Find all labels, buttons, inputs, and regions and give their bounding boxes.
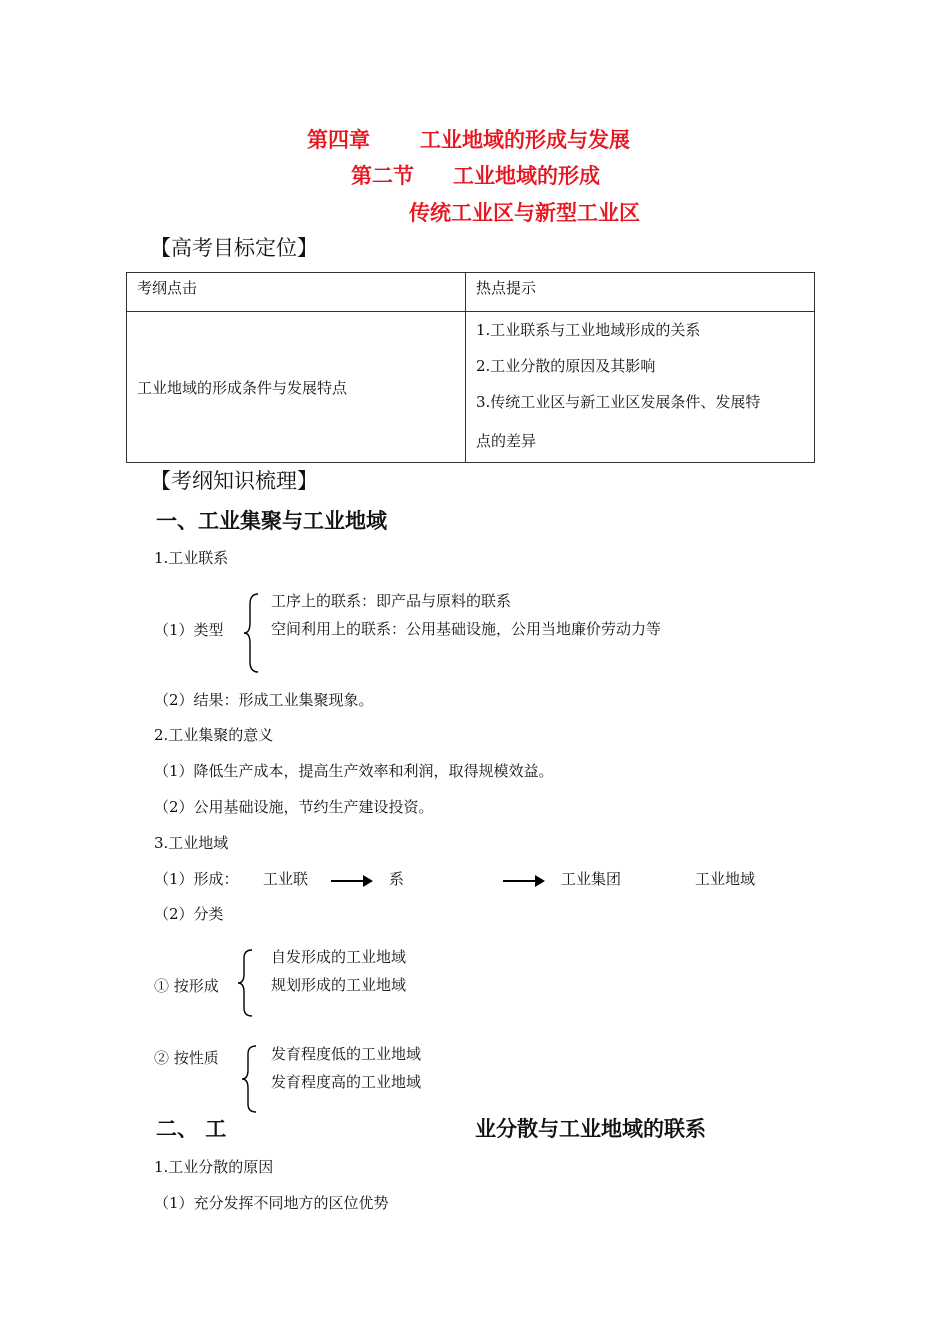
by-nature-item-2: 发育程度高的工业地域 <box>271 1073 422 1091</box>
arrow-right-icon <box>503 880 543 882</box>
by-form-item-1: 自发形成的工业地域 <box>271 948 407 966</box>
form-step-4: 工业地域 <box>695 870 756 888</box>
target-table <box>126 272 815 463</box>
meaning-title: 2.工业集聚的意义 <box>154 726 274 744</box>
meaning-item-1: （1）降低生产成本，提高生产效率和利润，取得规模效益。 <box>154 762 554 780</box>
part2-heading-end: 业分散与工业地域的联系 <box>475 1117 706 1141</box>
hot-point-1: 1.工业联系与工业地域形成的关系 <box>476 321 701 339</box>
table-cell-outline <box>127 312 466 463</box>
class-label: （2）分类 <box>154 905 224 923</box>
form-label: （1）形成： <box>154 870 239 888</box>
chapter-title: 工业地域的形成与发展 <box>420 128 630 152</box>
type-label: （1）类型 <box>154 621 224 639</box>
table-header-outline: 考纲点击 <box>127 273 466 312</box>
brace-icon <box>242 592 262 674</box>
by-form-item-2: 规划形成的工业地域 <box>271 976 407 994</box>
type-item-1: 工序上的联系：即产品与原料的联系 <box>271 592 512 610</box>
section-title: 工业地域的形成 <box>453 164 600 188</box>
section-number: 第二节 <box>351 164 414 188</box>
form-step-2: 系 <box>389 870 405 888</box>
dispersion-reason-title: 1.工业分散的原因 <box>154 1158 274 1176</box>
type-item-2: 空间利用上的联系：公用基础设施，公用当地廉价劳动力等 <box>271 620 662 638</box>
meaning-item-2: （2）公用基础设施，节约生产建设投资。 <box>154 798 434 816</box>
subtitle: 传统工业区与新型工业区 <box>409 201 640 225</box>
by-nature-label: ② 按性质 <box>154 1049 219 1067</box>
dispersion-reason-1: （1）充分发挥不同地方的区位优势 <box>154 1194 389 1212</box>
part2-heading-start: 二、 工 <box>156 1117 227 1141</box>
brace-icon <box>236 948 256 1018</box>
hot-point-3-cont: 点的差异 <box>476 432 537 450</box>
arrow-right-icon <box>331 880 371 882</box>
hot-point-3: 3.传统工业区与新工业区发展条件、发展特 <box>476 393 761 411</box>
knowledge-heading: 【考纲知识梳理】 <box>150 469 318 493</box>
target-heading: 【高考目标定位】 <box>150 236 318 260</box>
region-title: 3.工业地域 <box>154 834 229 852</box>
part1-heading: 一、工业集聚与工业地域 <box>156 509 387 533</box>
industrial-link-title: 1.工业联系 <box>154 549 229 567</box>
table-cell-hotpoints <box>466 312 815 463</box>
form-step-1: 工业联 <box>263 870 309 888</box>
outline-text: 工业地域的形成条件与发展特点 <box>137 378 348 397</box>
by-form-label: ① 按形成 <box>154 977 219 995</box>
form-step-3: 工业集团 <box>561 870 622 888</box>
by-nature-item-1: 发育程度低的工业地域 <box>271 1045 422 1063</box>
result-text: （2）结果：形成工业集聚现象。 <box>154 691 374 709</box>
table-header-hotpoints: 热点提示 <box>466 273 815 312</box>
hot-point-2: 2.工业分散的原因及其影响 <box>476 357 656 375</box>
brace-icon <box>240 1044 260 1114</box>
chapter-number: 第四章 <box>307 128 370 152</box>
